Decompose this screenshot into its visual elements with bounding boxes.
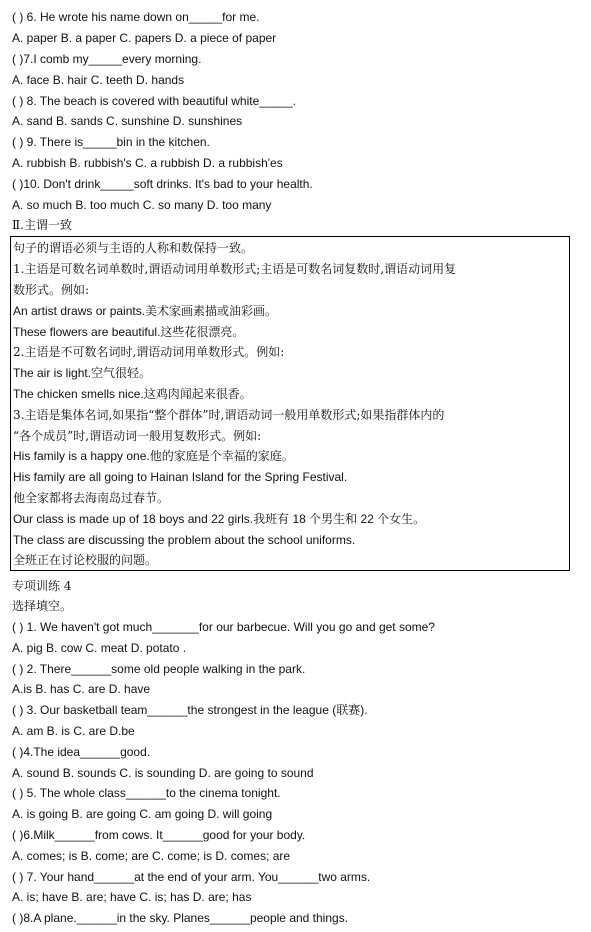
practice-q3-stem: ( ) 3. Our basketball team______the strongest in the league (联赛). <box>12 703 368 717</box>
practice-q6-stem: ( )6.Milk______from cows. It______good for your body. <box>12 828 306 842</box>
rule-3-example-4: The class are discussing the problem about the school uniforms. <box>13 533 356 547</box>
practice-q8-stem: ( )8.A plane.______in the sky. Planes______people and things. <box>12 911 349 925</box>
practice-q1-options: A. pig B. cow C. meat D. potato . <box>12 641 187 655</box>
rule-3-example-2: His family are all going to Hainan Island for the Spring Festival. <box>13 470 348 484</box>
question-8-options: A. sand B. sands C. sunshine D. sunshines <box>12 114 243 128</box>
practice-q7-options: A. is; have B. are; have C. is; has D. are; has <box>12 890 252 904</box>
rule-3-example-3: Our class is made up of 18 boys and 22 girls.我班有 18 个男生和 22 个女生。 <box>13 512 426 526</box>
rule-2-example-2: The chicken smells nice.这鸡肉闻起来很香。 <box>13 387 252 401</box>
rule-intro: 句子的谓语必须与主语的人称和数保持一致。 <box>13 241 254 255</box>
practice-q5-stem: ( ) 5. The whole class______to the cinema tonight. <box>12 786 281 800</box>
rule-3-example-4-cn: 全班正在讨论校服的问题。 <box>13 553 158 567</box>
rule-3-line-1: 3.主语是集体名词,如果指“整个群体”时,谓语动词一般用单数形式;如果指群体内的 <box>13 408 445 422</box>
question-6-options: A. paper B. a paper C. papers D. a piece of paper <box>12 31 277 45</box>
practice-instruction: 选择填空。 <box>12 599 73 613</box>
rule-3-example-1: His family is a happy one.他的家庭是个幸福的家庭。 <box>13 449 294 463</box>
rule-3-line-2: “各个成员”时,谓语动词一般用复数形式。例如: <box>13 429 262 443</box>
practice-q2-stem: ( ) 2. There______some old people walking in the park. <box>12 662 306 676</box>
rule-2-line: 2.主语是不可数名词时,谓语动词用单数形式。例如: <box>13 345 285 359</box>
practice-q6-options: A. comes; is B. come; are C. come; is D. comes; are <box>12 849 291 863</box>
grammar-rule-box <box>10 236 570 571</box>
practice-heading: 专项训练 4 <box>12 579 72 593</box>
rule-1-line-2: 数形式。例如: <box>13 283 90 297</box>
rule-3-example-2-cn: 他全家都将去海南岛过春节。 <box>13 491 170 505</box>
practice-q4-stem: ( )4.The idea______good. <box>12 745 151 759</box>
practice-q2-options: A.is B. has C. are D. have <box>12 682 151 696</box>
practice-q3-options: A. am B. is C. are D.be <box>12 724 135 738</box>
practice-q5-options: A. is going B. are going C. am going D. will going <box>12 807 273 821</box>
rule-1-line-1: 1.主语是可数名词单数时,谓语动词用单数形式;主语是可数名词复数时,谓语动词用复 <box>13 262 457 276</box>
rule-1-example-1: An artist draws or paints.美术家画素描或油彩画。 <box>13 304 278 318</box>
practice-q1-stem: ( ) 1. We haven't got much_______for our barbecue. Will you go and get some? <box>12 620 435 634</box>
question-10-stem: ( )10. Don't drink_____soft drinks. It's bad to your health. <box>12 177 313 191</box>
question-7-stem: ( )7.I comb my_____every morning. <box>12 52 202 66</box>
question-9-options: A. rubbish B. rubbish's C. a rubbish D. a rubbish'es <box>12 156 283 170</box>
rule-2-example-1: The air is light.空气很轻。 <box>13 366 152 380</box>
rule-1-example-2: These flowers are beautiful.这些花很漂亮。 <box>13 325 245 339</box>
question-8-stem: ( ) 8. The beach is covered with beautiful white_____. <box>12 94 296 108</box>
section-2-heading: Ⅱ.主谓一致 <box>12 218 72 232</box>
practice-q7-stem: ( ) 7. Your hand______at the end of your arm. You______two arms. <box>12 870 371 884</box>
question-7-options: A. face B. hair C. teeth D. hands <box>12 73 185 87</box>
question-10-options: A. so much B. too much C. so many D. too many <box>12 198 272 212</box>
question-6-stem: ( ) 6. He wrote his name down on_____for me. <box>12 10 260 24</box>
practice-q4-options: A. sound B. sounds C. is sounding D. are going to sound <box>12 766 314 780</box>
question-9-stem: ( ) 9. There is_____bin in the kitchen. <box>12 135 210 149</box>
